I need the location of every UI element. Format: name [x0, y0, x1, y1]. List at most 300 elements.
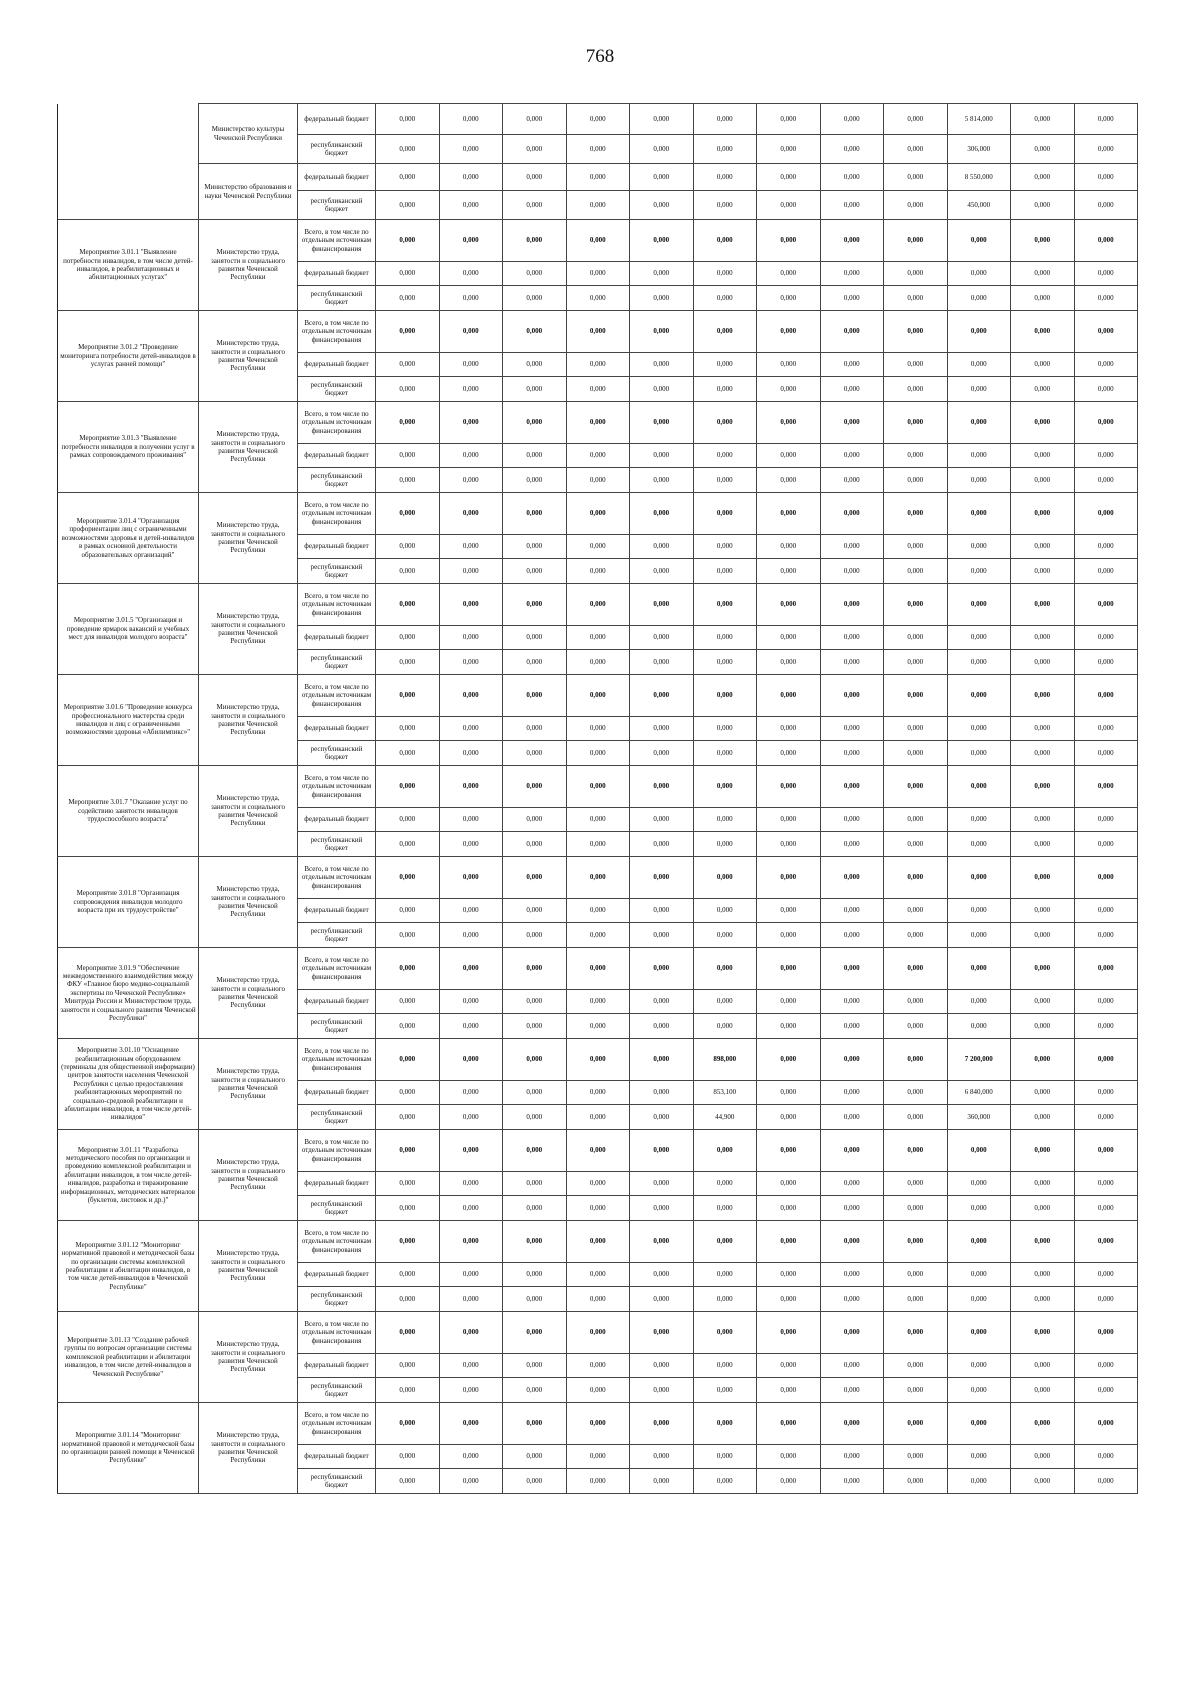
value-cell: 0,000 [693, 1287, 757, 1312]
value-cell: 0,000 [820, 717, 884, 741]
value-cell: 0,000 [757, 899, 821, 923]
value-cell: 0,000 [693, 1172, 757, 1196]
value-cell: 0,000 [439, 377, 503, 402]
value-cell: 0,000 [566, 220, 630, 262]
value-cell: 0,000 [566, 1221, 630, 1263]
value-cell: 0,000 [1011, 766, 1075, 808]
ministry-cell: Министерство труда, занятости и социального развития Чеченской Республики [199, 675, 298, 766]
value-cell: 0,000 [376, 990, 440, 1014]
value-cell: 0,000 [693, 1469, 757, 1494]
value-cell: 0,000 [693, 923, 757, 948]
value-cell: 0,000 [884, 1287, 948, 1312]
value-cell: 0,000 [566, 650, 630, 675]
value-cell: 0,000 [1011, 402, 1075, 444]
value-cell: 0,000 [757, 262, 821, 286]
table-row [58, 857, 1138, 899]
value-cell: 0,000 [820, 650, 884, 675]
value-cell: 0,000 [1011, 923, 1075, 948]
value-cell: 0,000 [884, 1469, 948, 1494]
value-cell: 0,000 [757, 1172, 821, 1196]
ministry-cell: Министерство труда, занятости и социального развития Чеченской Республики [199, 1039, 298, 1130]
value-cell: 0,000 [503, 535, 567, 559]
value-cell: 0,000 [1011, 1378, 1075, 1403]
value-cell: 0,000 [630, 1081, 694, 1105]
value-cell: 0,000 [820, 1014, 884, 1039]
value-cell: 0,000 [503, 626, 567, 650]
value-cell: 0,000 [757, 220, 821, 262]
source-cell: федеральный бюджет [298, 1081, 376, 1105]
value-cell: 0,000 [884, 808, 948, 832]
value-cell: 0,000 [376, 191, 440, 220]
value-cell: 0,000 [630, 402, 694, 444]
value-cell: 0,000 [439, 717, 503, 741]
value-cell: 0,000 [376, 1039, 440, 1081]
value-cell: 0,000 [630, 899, 694, 923]
value-cell: 0,000 [820, 1039, 884, 1081]
value-cell: 0,000 [566, 899, 630, 923]
value-cell: 0,000 [693, 1312, 757, 1354]
value-cell: 0,000 [1074, 584, 1138, 626]
value-cell: 0,000 [693, 535, 757, 559]
value-cell: 0,000 [566, 675, 630, 717]
value-cell: 0,000 [439, 675, 503, 717]
value-cell: 0,000 [630, 1287, 694, 1312]
value-cell: 450,000 [947, 191, 1011, 220]
value-cell: 0,000 [1074, 468, 1138, 493]
ministry-cell: Министерство образования и науки Чеченской Республики [199, 164, 298, 220]
value-cell: 0,000 [1011, 559, 1075, 584]
value-cell: 0,000 [693, 650, 757, 675]
value-cell: 0,000 [947, 468, 1011, 493]
value-cell: 0,000 [376, 444, 440, 468]
value-cell: 0,000 [630, 990, 694, 1014]
value-cell: 0,000 [1074, 1039, 1138, 1081]
value-cell: 0,000 [1011, 1081, 1075, 1105]
value-cell: 0,000 [1074, 741, 1138, 766]
value-cell: 0,000 [947, 990, 1011, 1014]
value-cell: 0,000 [503, 990, 567, 1014]
value-cell: 0,000 [1074, 444, 1138, 468]
value-cell: 0,000 [630, 1378, 694, 1403]
value-cell: 0,000 [757, 402, 821, 444]
value-cell: 0,000 [376, 493, 440, 535]
value-cell: 0,000 [1011, 1196, 1075, 1221]
value-cell: 0,000 [630, 923, 694, 948]
value-cell: 898,000 [693, 1039, 757, 1081]
table-row [58, 1039, 1138, 1081]
value-cell: 0,000 [820, 832, 884, 857]
value-cell: 0,000 [1011, 675, 1075, 717]
value-cell: 0,000 [630, 741, 694, 766]
value-cell: 0,000 [1074, 857, 1138, 899]
value-cell: 0,000 [503, 808, 567, 832]
value-cell: 0,000 [566, 832, 630, 857]
value-cell: 0,000 [947, 626, 1011, 650]
value-cell: 0,000 [439, 626, 503, 650]
value-cell: 0,000 [503, 1081, 567, 1105]
value-cell: 0,000 [757, 1081, 821, 1105]
event-title-cell: Мероприятие 3.01.12 "Мониторинг нормативной правовой и методической базы по организации системы комплексной реабилитации и абилитации инвалидов, в том числе детей-инвалидов в Чеченской Республике" [58, 1221, 199, 1312]
value-cell: 0,000 [376, 675, 440, 717]
value-cell: 0,000 [757, 626, 821, 650]
value-cell: 0,000 [757, 559, 821, 584]
value-cell: 0,000 [757, 1221, 821, 1263]
table-row [58, 1312, 1138, 1354]
value-cell: 0,000 [820, 1196, 884, 1221]
value-cell: 0,000 [757, 191, 821, 220]
value-cell: 0,000 [1011, 1130, 1075, 1172]
source-cell: Всего, в том числе по отдельным источникам финансирования [298, 1312, 376, 1354]
value-cell: 0,000 [947, 650, 1011, 675]
value-cell: 0,000 [1011, 1172, 1075, 1196]
source-cell: федеральный бюджет [298, 535, 376, 559]
value-cell: 0,000 [757, 468, 821, 493]
value-cell: 0,000 [566, 468, 630, 493]
source-cell: республиканский бюджет [298, 286, 376, 311]
value-cell: 0,000 [439, 1221, 503, 1263]
value-cell: 0,000 [884, 402, 948, 444]
value-cell: 0,000 [376, 1378, 440, 1403]
value-cell: 0,000 [630, 353, 694, 377]
value-cell: 0,000 [820, 402, 884, 444]
value-cell: 0,000 [1074, 311, 1138, 353]
value-cell: 0,000 [439, 1105, 503, 1130]
value-cell: 0,000 [566, 741, 630, 766]
budget-table-body [58, 104, 1138, 1494]
value-cell: 0,000 [693, 808, 757, 832]
value-cell: 0,000 [1074, 675, 1138, 717]
value-cell: 0,000 [1011, 1221, 1075, 1263]
value-cell: 0,000 [566, 923, 630, 948]
value-cell: 0,000 [947, 262, 1011, 286]
value-cell: 0,000 [947, 766, 1011, 808]
value-cell: 0,000 [693, 1445, 757, 1469]
ministry-cell: Министерство труда, занятости и социального развития Чеченской Республики [199, 402, 298, 493]
value-cell: 0,000 [630, 1403, 694, 1445]
value-cell: 0,000 [693, 104, 757, 135]
value-cell: 0,000 [566, 857, 630, 899]
value-cell: 0,000 [566, 1312, 630, 1354]
value-cell: 0,000 [1074, 1196, 1138, 1221]
value-cell: 0,000 [757, 717, 821, 741]
value-cell: 0,000 [630, 262, 694, 286]
value-cell: 0,000 [439, 1130, 503, 1172]
source-cell: республиканский бюджет [298, 377, 376, 402]
value-cell: 0,000 [757, 990, 821, 1014]
value-cell: 0,000 [376, 717, 440, 741]
value-cell: 0,000 [820, 191, 884, 220]
ministry-cell: Министерство труда, занятости и социального развития Чеченской Республики [199, 220, 298, 311]
value-cell: 0,000 [376, 286, 440, 311]
value-cell: 7 200,000 [947, 1039, 1011, 1081]
value-cell: 0,000 [503, 311, 567, 353]
value-cell: 0,000 [439, 1445, 503, 1469]
value-cell: 0,000 [1074, 1354, 1138, 1378]
value-cell: 0,000 [566, 1081, 630, 1105]
table-row [58, 675, 1138, 717]
value-cell: 0,000 [757, 286, 821, 311]
value-cell: 0,000 [376, 1081, 440, 1105]
value-cell: 0,000 [947, 1445, 1011, 1469]
value-cell: 0,000 [947, 1172, 1011, 1196]
value-cell: 0,000 [630, 626, 694, 650]
value-cell: 0,000 [566, 1014, 630, 1039]
value-cell: 0,000 [757, 675, 821, 717]
value-cell: 0,000 [947, 1469, 1011, 1494]
value-cell: 0,000 [503, 104, 567, 135]
value-cell: 0,000 [820, 1172, 884, 1196]
source-cell: федеральный бюджет [298, 990, 376, 1014]
value-cell: 5 814,000 [947, 104, 1011, 135]
source-cell: республиканский бюджет [298, 1105, 376, 1130]
value-cell: 0,000 [820, 808, 884, 832]
value-cell: 0,000 [376, 1403, 440, 1445]
value-cell: 0,000 [630, 559, 694, 584]
value-cell: 0,000 [566, 1287, 630, 1312]
ministry-cell: Министерство труда, занятости и социального развития Чеченской Республики [199, 584, 298, 675]
value-cell: 0,000 [630, 493, 694, 535]
value-cell: 0,000 [757, 104, 821, 135]
value-cell: 0,000 [503, 164, 567, 191]
value-cell: 0,000 [376, 808, 440, 832]
value-cell: 0,000 [439, 191, 503, 220]
value-cell: 0,000 [566, 1039, 630, 1081]
value-cell: 0,000 [376, 311, 440, 353]
value-cell: 0,000 [884, 1221, 948, 1263]
value-cell: 0,000 [1011, 104, 1075, 135]
value-cell: 0,000 [630, 377, 694, 402]
value-cell: 0,000 [1011, 262, 1075, 286]
value-cell: 0,000 [884, 650, 948, 675]
value-cell: 0,000 [439, 1263, 503, 1287]
value-cell: 0,000 [1011, 377, 1075, 402]
value-cell: 0,000 [503, 1105, 567, 1130]
value-cell: 0,000 [693, 1403, 757, 1445]
value-cell: 0,000 [439, 402, 503, 444]
value-cell: 0,000 [376, 1445, 440, 1469]
value-cell: 0,000 [566, 402, 630, 444]
value-cell: 0,000 [757, 923, 821, 948]
value-cell: 0,000 [439, 584, 503, 626]
value-cell: 0,000 [439, 262, 503, 286]
value-cell: 0,000 [439, 899, 503, 923]
value-cell: 0,000 [376, 948, 440, 990]
value-cell: 0,000 [1074, 1312, 1138, 1354]
value-cell: 0,000 [630, 1130, 694, 1172]
value-cell: 0,000 [566, 311, 630, 353]
source-cell: Всего, в том числе по отдельным источникам финансирования [298, 584, 376, 626]
value-cell: 0,000 [630, 311, 694, 353]
value-cell: 0,000 [503, 857, 567, 899]
value-cell: 0,000 [566, 1354, 630, 1378]
value-cell: 0,000 [1074, 832, 1138, 857]
table-row [58, 104, 1138, 135]
source-cell: республиканский бюджет [298, 1287, 376, 1312]
value-cell: 0,000 [820, 741, 884, 766]
value-cell: 0,000 [884, 766, 948, 808]
source-cell: Всего, в том числе по отдельным источникам финансирования [298, 1130, 376, 1172]
value-cell: 0,000 [884, 535, 948, 559]
value-cell: 0,000 [1074, 402, 1138, 444]
value-cell: 0,000 [503, 444, 567, 468]
value-cell: 0,000 [1011, 1312, 1075, 1354]
value-cell: 0,000 [693, 857, 757, 899]
value-cell: 0,000 [693, 191, 757, 220]
source-cell: Всего, в том числе по отдельным источникам финансирования [298, 857, 376, 899]
value-cell: 0,000 [566, 164, 630, 191]
value-cell: 0,000 [884, 286, 948, 311]
value-cell: 0,000 [439, 832, 503, 857]
value-cell: 0,000 [376, 741, 440, 766]
value-cell: 0,000 [566, 1403, 630, 1445]
value-cell: 0,000 [820, 990, 884, 1014]
value-cell: 0,000 [693, 262, 757, 286]
value-cell: 0,000 [947, 1196, 1011, 1221]
value-cell: 0,000 [820, 1378, 884, 1403]
value-cell: 0,000 [820, 584, 884, 626]
value-cell: 0,000 [1011, 832, 1075, 857]
value-cell: 0,000 [630, 675, 694, 717]
value-cell: 0,000 [566, 135, 630, 164]
value-cell: 0,000 [693, 353, 757, 377]
value-cell: 0,000 [1074, 559, 1138, 584]
value-cell: 0,000 [884, 1263, 948, 1287]
value-cell: 0,000 [376, 1221, 440, 1263]
source-cell: Всего, в том числе по отдельным источникам финансирования [298, 675, 376, 717]
value-cell: 0,000 [884, 990, 948, 1014]
value-cell: 0,000 [884, 1172, 948, 1196]
value-cell: 0,000 [630, 104, 694, 135]
value-cell: 0,000 [884, 1130, 948, 1172]
value-cell: 0,000 [566, 808, 630, 832]
source-cell: Всего, в том числе по отдельным источникам финансирования [298, 1403, 376, 1445]
event-title-cell: Мероприятие 3.01.10 "Оснащение реабилитационным оборудованием (терминалы для общественной информации) центров занятости населения Чеченской Республики с целью предоставления реабилитационных мероприятий по социально-средовой реабилитации и абилитации инвалидов, в том числе детей-инвалидов" [58, 1039, 199, 1130]
value-cell: 0,000 [757, 164, 821, 191]
value-cell: 0,000 [820, 1469, 884, 1494]
event-title-cell: Мероприятие 3.01.7 "Оказание услуг по содействию занятости инвалидов трудоспособного возраста" [58, 766, 199, 857]
value-cell: 0,000 [566, 584, 630, 626]
value-cell: 0,000 [376, 377, 440, 402]
source-cell: федеральный бюджет [298, 1172, 376, 1196]
value-cell: 0,000 [503, 353, 567, 377]
event-title-cell: Мероприятие 3.01.5 "Организация и проведение ярмарок вакансий и учебных мест для инвалидов молодого возраста" [58, 584, 199, 675]
value-cell: 0,000 [884, 832, 948, 857]
value-cell: 0,000 [1011, 717, 1075, 741]
value-cell: 0,000 [947, 1378, 1011, 1403]
value-cell: 0,000 [566, 948, 630, 990]
value-cell: 0,000 [820, 1130, 884, 1172]
value-cell: 0,000 [757, 135, 821, 164]
value-cell: 0,000 [1074, 626, 1138, 650]
value-cell: 0,000 [566, 1105, 630, 1130]
value-cell: 0,000 [376, 1263, 440, 1287]
value-cell: 0,000 [884, 626, 948, 650]
source-cell: федеральный бюджет [298, 104, 376, 135]
event-title-cell: Мероприятие 3.01.3 "Выявление потребности инвалидов в получении услуг в рамках сопровождаемого проживания" [58, 402, 199, 493]
value-cell: 0,000 [376, 164, 440, 191]
value-cell: 0,000 [820, 353, 884, 377]
value-cell: 0,000 [630, 135, 694, 164]
value-cell: 0,000 [757, 1378, 821, 1403]
value-cell: 0,000 [630, 808, 694, 832]
value-cell: 0,000 [947, 1287, 1011, 1312]
source-cell: федеральный бюджет [298, 262, 376, 286]
value-cell: 0,000 [630, 584, 694, 626]
value-cell: 0,000 [693, 377, 757, 402]
value-cell: 0,000 [1011, 493, 1075, 535]
value-cell: 0,000 [1011, 311, 1075, 353]
value-cell: 0,000 [630, 1196, 694, 1221]
value-cell: 0,000 [376, 584, 440, 626]
source-cell: федеральный бюджет [298, 1263, 376, 1287]
value-cell: 0,000 [630, 832, 694, 857]
value-cell: 0,000 [757, 535, 821, 559]
value-cell: 0,000 [1074, 164, 1138, 191]
value-cell: 0,000 [820, 164, 884, 191]
value-cell: 0,000 [376, 766, 440, 808]
value-cell: 0,000 [1011, 220, 1075, 262]
value-cell: 0,000 [630, 220, 694, 262]
table-row [58, 766, 1138, 808]
value-cell: 0,000 [1074, 1172, 1138, 1196]
value-cell: 0,000 [439, 1014, 503, 1039]
source-cell: Всего, в том числе по отдельным источникам финансирования [298, 220, 376, 262]
ministry-cell: Министерство культуры Чеченской Республики [199, 104, 298, 164]
table-row [58, 948, 1138, 990]
value-cell: 0,000 [884, 444, 948, 468]
value-cell: 0,000 [820, 444, 884, 468]
value-cell: 0,000 [439, 444, 503, 468]
value-cell: 0,000 [947, 353, 1011, 377]
value-cell: 0,000 [503, 191, 567, 220]
value-cell: 0,000 [820, 220, 884, 262]
value-cell: 0,000 [630, 1014, 694, 1039]
value-cell: 0,000 [1074, 1445, 1138, 1469]
value-cell: 0,000 [566, 1172, 630, 1196]
table-row [58, 402, 1138, 444]
value-cell: 0,000 [693, 1354, 757, 1378]
value-cell: 0,000 [630, 1039, 694, 1081]
ministry-cell: Министерство труда, занятости и социального развития Чеченской Республики [199, 948, 298, 1039]
value-cell: 0,000 [820, 1312, 884, 1354]
value-cell: 0,000 [630, 717, 694, 741]
value-cell: 0,000 [820, 286, 884, 311]
value-cell: 0,000 [884, 899, 948, 923]
value-cell: 0,000 [947, 948, 1011, 990]
value-cell: 0,000 [947, 1130, 1011, 1172]
value-cell: 0,000 [947, 377, 1011, 402]
value-cell: 0,000 [1011, 990, 1075, 1014]
value-cell: 0,000 [1011, 741, 1075, 766]
value-cell: 0,000 [820, 923, 884, 948]
value-cell: 0,000 [820, 468, 884, 493]
value-cell: 0,000 [439, 220, 503, 262]
value-cell: 0,000 [1074, 1287, 1138, 1312]
value-cell: 0,000 [1074, 717, 1138, 741]
value-cell: 0,000 [503, 584, 567, 626]
value-cell: 0,000 [884, 1081, 948, 1105]
value-cell: 0,000 [1011, 1039, 1075, 1081]
value-cell: 0,000 [566, 262, 630, 286]
source-cell: Всего, в том числе по отдельным источникам финансирования [298, 402, 376, 444]
value-cell: 0,000 [820, 135, 884, 164]
value-cell: 0,000 [820, 1354, 884, 1378]
value-cell: 0,000 [503, 1354, 567, 1378]
value-cell: 0,000 [820, 1105, 884, 1130]
value-cell: 0,000 [566, 1469, 630, 1494]
value-cell: 0,000 [757, 1196, 821, 1221]
value-cell: 0,000 [757, 493, 821, 535]
